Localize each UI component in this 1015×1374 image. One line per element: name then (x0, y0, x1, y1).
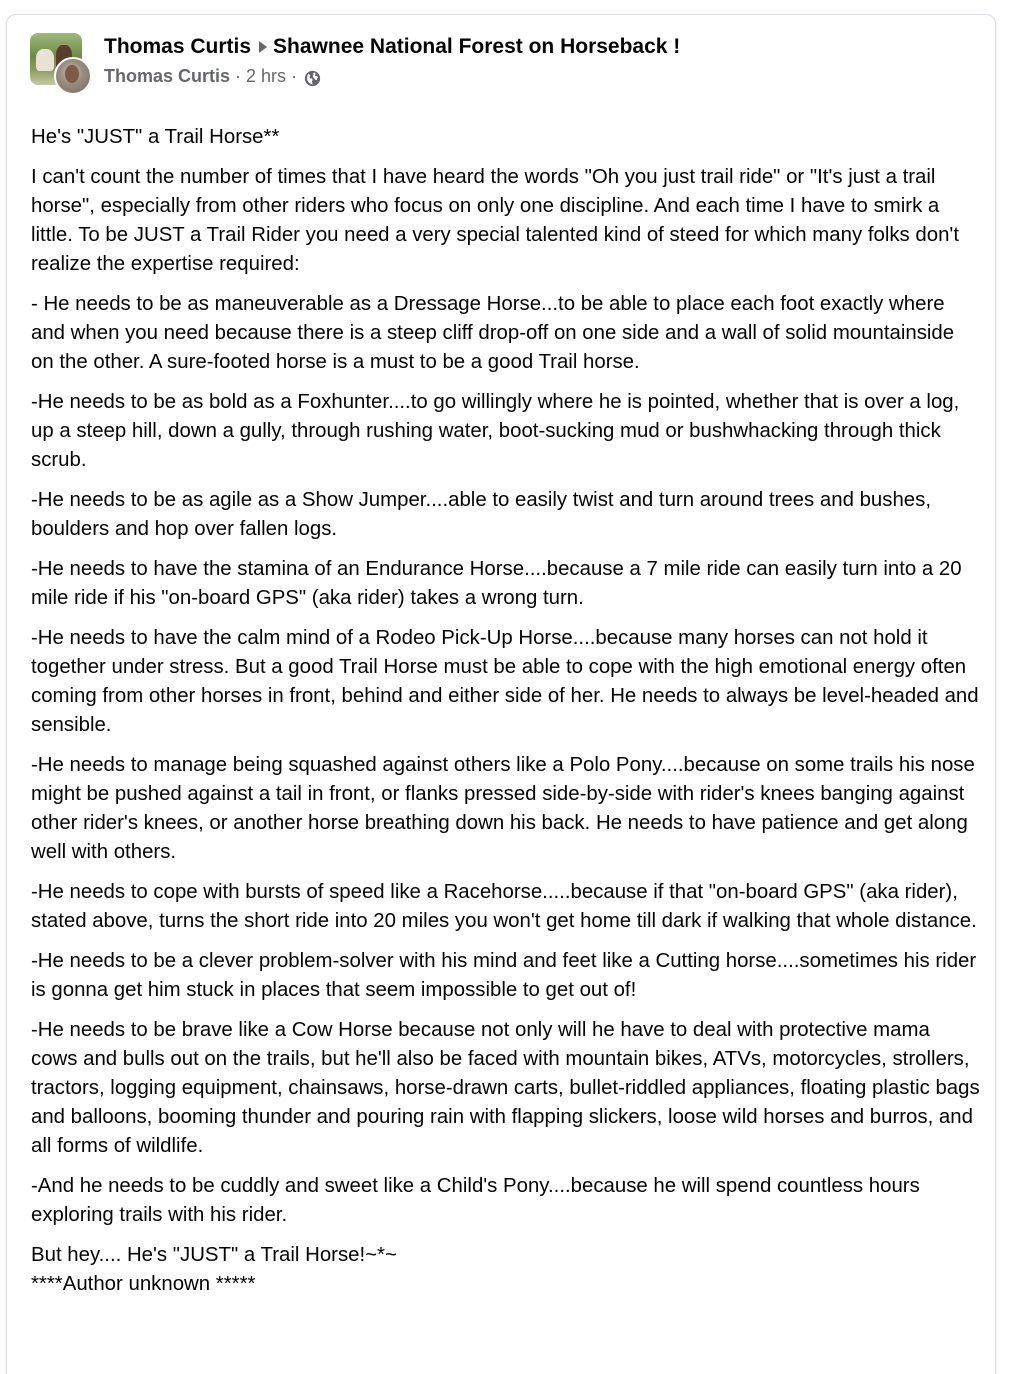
user-avatar[interactable] (54, 57, 92, 95)
globe-icon[interactable] (304, 68, 321, 85)
title-line (104, 33, 680, 61)
post-paragraph: -He needs to have the calm mind of a Rodeo Pick-Up Horse....because many horses can not hold it together under stress. But a good Trail Horse must be able to cope with the high emotional energy often coming from other horses in front, behind and either side of her. He needs to always be level-headed and sensible. (31, 627, 985, 736)
meta-author-link[interactable]: Thomas Curtis (104, 66, 231, 86)
post-paragraph: -He needs to be brave like a Cow Horse because not only will he have to deal with protective mama cows and bulls out on the trails, but he'll also be faced with mountain bikes, ATVs, motorcycles, strollers, tractors, logging equipment, chainsaws, horse-drawn carts, bullet-riddled appliances, floating plastic bags and balloons, booming thunder and pouring rain with flapping slickers, loose wild horses and burros, and all forms of wildlife. (31, 1019, 986, 1157)
post-paragraph: -He needs to be a clever problem-solver with his mind and feet like a Cutting horse....sometimes his rider is gonna get him stuck in places that seem impossible to get out of! (31, 950, 982, 1001)
meta-separator: · (235, 66, 242, 86)
post-paragraph: -He needs to cope with bursts of speed like a Racehorse.....because if that "on-board GPS" (aka rider), stated above, turns the short ride into 20 miles you won't get home till dark if walking that whole distance. (31, 881, 977, 932)
post-body (31, 123, 986, 1299)
post-paragraph: -He needs to manage being squashed against others like a Polo Pony....because on some trails his nose might be pushed against a tail in front, or flanks pressed side-by-side with rider's knees banging against other rider's knees, or another horse breathing down his back. He needs to have patience and get along well with others. (31, 754, 981, 863)
caret-right-icon (259, 41, 267, 53)
attribution-line: ****Author unknown ***** (31, 1273, 256, 1295)
post-paragraph: I can't count the number of times that I have heard the words "Oh you just trail ride" or "It's just a trail horse", especially from other riders who focus on only one discipline. And each time I have to smirk a little. To be JUST a Trail Rider you need a very special talented kind of steed for which many folks don't realize the expertise required: (31, 166, 965, 275)
author-link[interactable]: Thomas Curtis (104, 35, 252, 58)
post-paragraph: -He needs to have the stamina of an Endurance Horse....because a 7 mile ride can easily turn into a 20 mile ride if his "on-board GPS" (aka rider) takes a wrong turn. (31, 558, 968, 609)
post-paragraph: -And he needs to be cuddly and sweet like a Child's Pony....because he will spend countless hours exploring trails with his rider. (31, 1175, 926, 1226)
horse-figure-light (36, 49, 54, 71)
avatar-face (65, 65, 79, 83)
group-link[interactable]: Shawnee National Forest on Horseback ! (273, 35, 681, 58)
post-paragraph: -He needs to be as agile as a Show Jumper....able to easily twist and turn around trees and bushes, boulders and hop over fallen logs. (31, 489, 937, 540)
meta-line (104, 63, 680, 89)
closing-line: But hey.... He's "JUST" a Trail Horse!~*~ (31, 1244, 397, 1266)
post-header (30, 33, 680, 95)
timestamp-link[interactable]: 2 hrs (246, 66, 287, 86)
avatar-stack[interactable] (30, 33, 90, 93)
post-card (6, 14, 996, 1374)
header-text (104, 33, 680, 89)
meta-separator: · (291, 66, 298, 86)
post-paragraph: -He needs to be as bold as a Foxhunter....to go willingly where he is pointed, whether that is over a log, up a steep hill, down a gully, through rushing water, boot-sucking mud or bushwhacking through thick scrub. (31, 391, 965, 471)
post-paragraph: He's "JUST" a Trail Horse** (31, 126, 280, 148)
post-paragraph: - He needs to be as maneuverable as a Dressage Horse...to be able to place each foot exactly where and when you need because there is a steep cliff drop-off on one side and a wall of solid mountainside on the other. A sure-footed horse is a must to be a good Trail horse. (31, 293, 960, 373)
